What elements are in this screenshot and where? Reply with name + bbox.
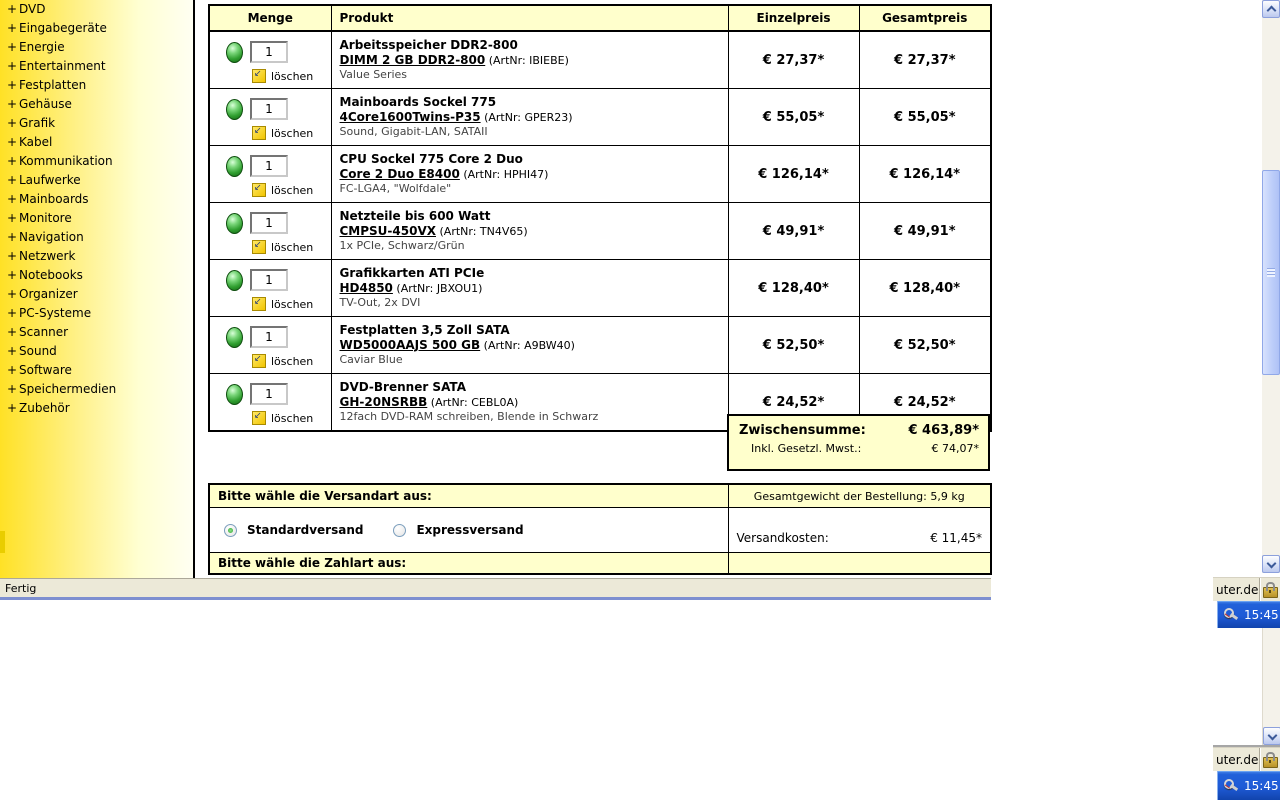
- sidebar-item-label: Grafik: [19, 116, 56, 130]
- sidebar-item-label: Kabel: [19, 135, 53, 149]
- unit-price: € 52,50*: [728, 317, 859, 374]
- expand-icon: +: [7, 97, 18, 111]
- sidebar-item-label: Notebooks: [19, 268, 83, 282]
- expand-icon: +: [7, 192, 18, 206]
- system-tray: [1217, 601, 1280, 628]
- quantity-input[interactable]: [250, 212, 288, 234]
- product-desc: TV-Out, 2x DVI: [339, 296, 421, 309]
- total-price: € 126,14*: [859, 146, 991, 203]
- sidebar-item-label: Kommunikation: [19, 154, 113, 168]
- sidebar-item-pc-systeme[interactable]: [0, 304, 193, 323]
- total-price: € 24,52*: [859, 374, 991, 432]
- sidebar-item-label: Festplatten: [19, 78, 87, 92]
- sidebar-item-monitore[interactable]: [0, 209, 193, 228]
- sidebar-item-label: Scanner: [19, 325, 69, 339]
- product-artnr: (ArtNr: HPHI47): [459, 168, 549, 181]
- delete-link[interactable]: ↙ löschen: [252, 240, 331, 254]
- product-desc: 12fach DVD-RAM schreiben, Blende in Schwarz: [339, 410, 599, 423]
- shipping-cost-value: € 11,45*: [930, 531, 982, 545]
- expand-icon: +: [7, 306, 18, 320]
- status-site-fragment: [1213, 577, 1280, 601]
- expand-icon: +: [7, 59, 18, 73]
- sidebar-item-dvd[interactable]: [0, 0, 193, 19]
- subtotal-box: [727, 414, 990, 471]
- product-artnr: (ArtNr: GPER23): [480, 111, 573, 124]
- radio-label-expressversand[interactable]: Expressversand: [416, 523, 524, 537]
- product-artnr: (ArtNr: CEBL0A): [427, 396, 519, 409]
- cart-row-4: [209, 203, 991, 260]
- total-price: € 49,91*: [859, 203, 991, 260]
- product-link[interactable]: CMPSU-450VX: [339, 224, 436, 238]
- column-header-gesamtpreis: Gesamtpreis: [859, 5, 991, 31]
- expand-icon: +: [7, 401, 18, 415]
- vat-value: € 74,07*: [931, 442, 979, 455]
- expand-icon: +: [7, 40, 18, 54]
- sidebar-item-netzwerk[interactable]: [0, 247, 193, 266]
- delete-icon: [252, 240, 266, 254]
- expand-icon: +: [7, 2, 18, 16]
- product-category: CPU Sockel 775 Core 2 Duo: [339, 152, 523, 166]
- sidebar-item-entertainment[interactable]: [0, 57, 193, 76]
- expand-icon: +: [7, 116, 18, 130]
- total-price: € 52,50*: [859, 317, 991, 374]
- sidebar-item-label: Energie: [19, 40, 65, 54]
- hardware-tray-icon[interactable]: [1223, 607, 1239, 622]
- expand-icon: +: [7, 249, 18, 263]
- shipping-cost-label: Versandkosten:: [736, 531, 829, 545]
- total-price: € 27,37*: [859, 31, 991, 89]
- shipping-header: Bitte wähle die Versandart aus:: [209, 484, 728, 508]
- product-link[interactable]: HD4850: [339, 281, 393, 295]
- expand-icon: +: [7, 21, 18, 35]
- shopping-cart-table: [208, 4, 992, 432]
- sidebar-item-label: Sound: [19, 344, 57, 358]
- expand-icon: +: [7, 268, 18, 282]
- subtotal-value: € 463,89*: [908, 423, 979, 438]
- product-link[interactable]: DIMM 2 GB DDR2-800: [339, 53, 486, 67]
- sidebar-scroll-marker: [0, 531, 5, 553]
- expand-icon: +: [7, 135, 18, 149]
- expand-icon: +: [7, 78, 18, 92]
- expand-icon: +: [7, 344, 18, 358]
- category-sidebar: [0, 0, 195, 578]
- lock-icon: [1263, 587, 1278, 598]
- expand-icon: +: [7, 230, 18, 244]
- product-link[interactable]: GH-20NSRBB: [339, 395, 428, 409]
- product-artnr: (ArtNr: IBIEBE): [485, 54, 569, 67]
- shipping-section: [208, 483, 992, 575]
- quantity-input[interactable]: [250, 383, 288, 405]
- sidebar-item-gehaeuse[interactable]: [0, 95, 193, 114]
- product-category: DVD-Brenner SATA: [339, 380, 466, 394]
- site-name: uter.de: [1216, 582, 1259, 597]
- radio-standardversand[interactable]: [224, 524, 237, 537]
- sidebar-item-label: Monitore: [19, 211, 72, 225]
- payment-header: Bitte wähle die Zahlart aus:: [209, 553, 728, 575]
- sidebar-item-mainboards[interactable]: [0, 190, 193, 209]
- sidebar-item-software[interactable]: [0, 361, 193, 380]
- delete-link[interactable]: ↙ löschen: [252, 183, 331, 197]
- sidebar-item-grafik[interactable]: [0, 114, 193, 133]
- sidebar-item-label: DVD: [19, 2, 46, 16]
- unit-price: € 27,37*: [728, 31, 859, 89]
- ssl-panel: [1259, 578, 1280, 601]
- delete-icon: [252, 183, 266, 197]
- chevron-down-icon: [1266, 558, 1276, 568]
- sidebar-item-zubehoer[interactable]: [0, 399, 193, 418]
- sidebar-item-organizer[interactable]: [0, 285, 193, 304]
- lock-icon: [1263, 757, 1278, 768]
- product-artnr: (ArtNr: A9BW40): [480, 339, 575, 352]
- product-desc: 1x PCIe, Schwarz/Grün: [339, 239, 465, 252]
- sidebar-item-label: Eingabegeräte: [19, 21, 107, 35]
- total-price: € 55,05*: [859, 89, 991, 146]
- expand-icon: +: [7, 363, 18, 377]
- ssl-panel: [1259, 748, 1280, 771]
- product-category: Festplatten 3,5 Zoll SATA: [339, 323, 510, 337]
- site-name: uter.de: [1216, 752, 1259, 767]
- sidebar-item-energie[interactable]: [0, 38, 193, 57]
- scroll-down-button[interactable]: [1263, 727, 1280, 745]
- stock-status-icon: [226, 327, 243, 348]
- delete-icon: [252, 69, 266, 83]
- sidebar-item-label: Navigation: [19, 230, 84, 244]
- unit-price: € 49,91*: [728, 203, 859, 260]
- product-desc: Caviar Blue: [339, 353, 403, 366]
- scroll-down-button[interactable]: [1262, 555, 1280, 573]
- vat-label: Inkl. Gesetzl. Mwst.:: [751, 442, 862, 455]
- stock-status-icon: [226, 270, 243, 291]
- content-gutter: [195, 0, 208, 578]
- delete-link[interactable]: ↙ löschen: [252, 126, 331, 140]
- product-desc: Value Series: [339, 68, 408, 81]
- delete-link[interactable]: ↙ löschen: [252, 354, 331, 368]
- sidebar-item-label: Software: [19, 363, 72, 377]
- quantity-input[interactable]: [250, 98, 288, 120]
- product-link[interactable]: WD5000AAJS 500 GB: [339, 338, 481, 352]
- chevron-up-icon: [1266, 6, 1276, 16]
- cart-row-1: [209, 31, 991, 89]
- product-link[interactable]: 4Core1600Twins-P35: [339, 110, 481, 124]
- system-tray: [1217, 771, 1280, 800]
- delete-icon: [252, 126, 266, 140]
- cart-row-6: [209, 317, 991, 374]
- expand-icon: +: [7, 211, 18, 225]
- sidebar-item-eingabegeraete[interactable]: [0, 19, 193, 38]
- product-desc: Sound, Gigabit-LAN, SATAII: [339, 125, 488, 138]
- column-header-produkt: Produkt: [331, 5, 728, 31]
- product-category: Grafikkarten ATI PCIe: [339, 266, 485, 280]
- sidebar-item-label: Netzwerk: [19, 249, 76, 263]
- quantity-input[interactable]: [250, 155, 288, 177]
- delete-link[interactable]: ↙ löschen: [252, 297, 331, 311]
- sidebar-item-label: Organizer: [19, 287, 78, 301]
- sidebar-item-label: Speichermedien: [19, 382, 117, 396]
- window-border: [0, 597, 991, 600]
- expand-icon: +: [7, 154, 18, 168]
- expand-icon: +: [7, 382, 18, 396]
- sidebar-item-label: PC-Systeme: [19, 306, 92, 320]
- delete-link[interactable]: ↙ löschen: [252, 411, 331, 425]
- scroll-up-button[interactable]: [1262, 0, 1280, 18]
- radio-label-standardversand[interactable]: Standardversand: [247, 523, 364, 537]
- sidebar-item-label: Zubehör: [19, 401, 70, 415]
- product-category: Arbeitsspeicher DDR2-800: [339, 38, 518, 52]
- sidebar-item-kommunikation[interactable]: [0, 152, 193, 171]
- subtotal-label: Zwischensumme:: [739, 423, 866, 438]
- cart-row-5: [209, 260, 991, 317]
- sidebar-item-kabel[interactable]: [0, 133, 193, 152]
- stock-status-icon: [226, 384, 243, 405]
- sidebar-item-scanner[interactable]: [0, 323, 193, 342]
- product-artnr: (ArtNr: TN4V65): [436, 225, 528, 238]
- stock-status-icon: [226, 156, 243, 177]
- stock-status-icon: [226, 99, 243, 120]
- column-header-einzelpreis: Einzelpreis: [728, 5, 859, 31]
- product-category: Mainboards Sockel 775: [339, 95, 497, 109]
- cart-row-3: [209, 146, 991, 203]
- product-link[interactable]: Core 2 Duo E8400: [339, 167, 460, 181]
- stock-status-icon: [226, 213, 243, 234]
- payment-header-right-cell: [728, 553, 991, 575]
- sidebar-item-laufwerke[interactable]: [0, 171, 193, 190]
- quantity-input[interactable]: [250, 326, 288, 348]
- quantity-input[interactable]: [250, 41, 288, 63]
- sidebar-item-sound[interactable]: [0, 342, 193, 361]
- expand-icon: +: [7, 173, 18, 187]
- radio-expressversand[interactable]: [393, 524, 406, 537]
- vertical-scrollbar-fragment[interactable]: [1262, 628, 1280, 745]
- delete-link[interactable]: ↙ löschen: [252, 69, 331, 83]
- product-artnr: (ArtNr: JBXOU1): [392, 282, 483, 295]
- vertical-scrollbar[interactable]: [1262, 0, 1280, 573]
- clock: 15:45: [1244, 607, 1279, 622]
- clock: 15:45: [1244, 778, 1279, 793]
- unit-price: € 128,40*: [728, 260, 859, 317]
- sidebar-item-label: Mainboards: [19, 192, 89, 206]
- cart-header-row: [209, 5, 991, 31]
- unit-price: € 24,52*: [728, 374, 859, 432]
- expand-icon: +: [7, 287, 18, 301]
- unit-price: € 126,14*: [728, 146, 859, 203]
- sidebar-item-navigation[interactable]: [0, 228, 193, 247]
- sidebar-item-label: Laufwerke: [19, 173, 81, 187]
- sidebar-item-notebooks[interactable]: [0, 266, 193, 285]
- hardware-tray-icon[interactable]: [1223, 778, 1239, 793]
- quantity-input[interactable]: [250, 269, 288, 291]
- delete-icon: [252, 354, 266, 368]
- browser-status-bar: [0, 578, 991, 597]
- sidebar-item-label: Entertainment: [19, 59, 106, 73]
- product-desc: FC-LGA4, "Wolfdale": [339, 182, 452, 195]
- sidebar-item-label: Gehäuse: [19, 97, 72, 111]
- delete-icon: [252, 411, 266, 425]
- total-price: € 128,40*: [859, 260, 991, 317]
- status-site-fragment: [1213, 747, 1280, 771]
- sidebar-item-festplatten[interactable]: [0, 76, 193, 95]
- expand-icon: +: [7, 325, 18, 339]
- product-category: Netzteile bis 600 Watt: [339, 209, 491, 223]
- sidebar-item-speichermedien[interactable]: [0, 380, 193, 399]
- cart-row-2: [209, 89, 991, 146]
- column-header-menge: Menge: [209, 5, 331, 31]
- delete-icon: [252, 297, 266, 311]
- status-text: Fertig: [5, 582, 37, 595]
- chevron-down-icon: [1267, 730, 1277, 740]
- stock-status-icon: [226, 42, 243, 63]
- order-weight: Gesamtgewicht der Bestellung: 5,9 kg: [728, 484, 991, 508]
- scrollbar-thumb[interactable]: [1262, 170, 1280, 375]
- unit-price: € 55,05*: [728, 89, 859, 146]
